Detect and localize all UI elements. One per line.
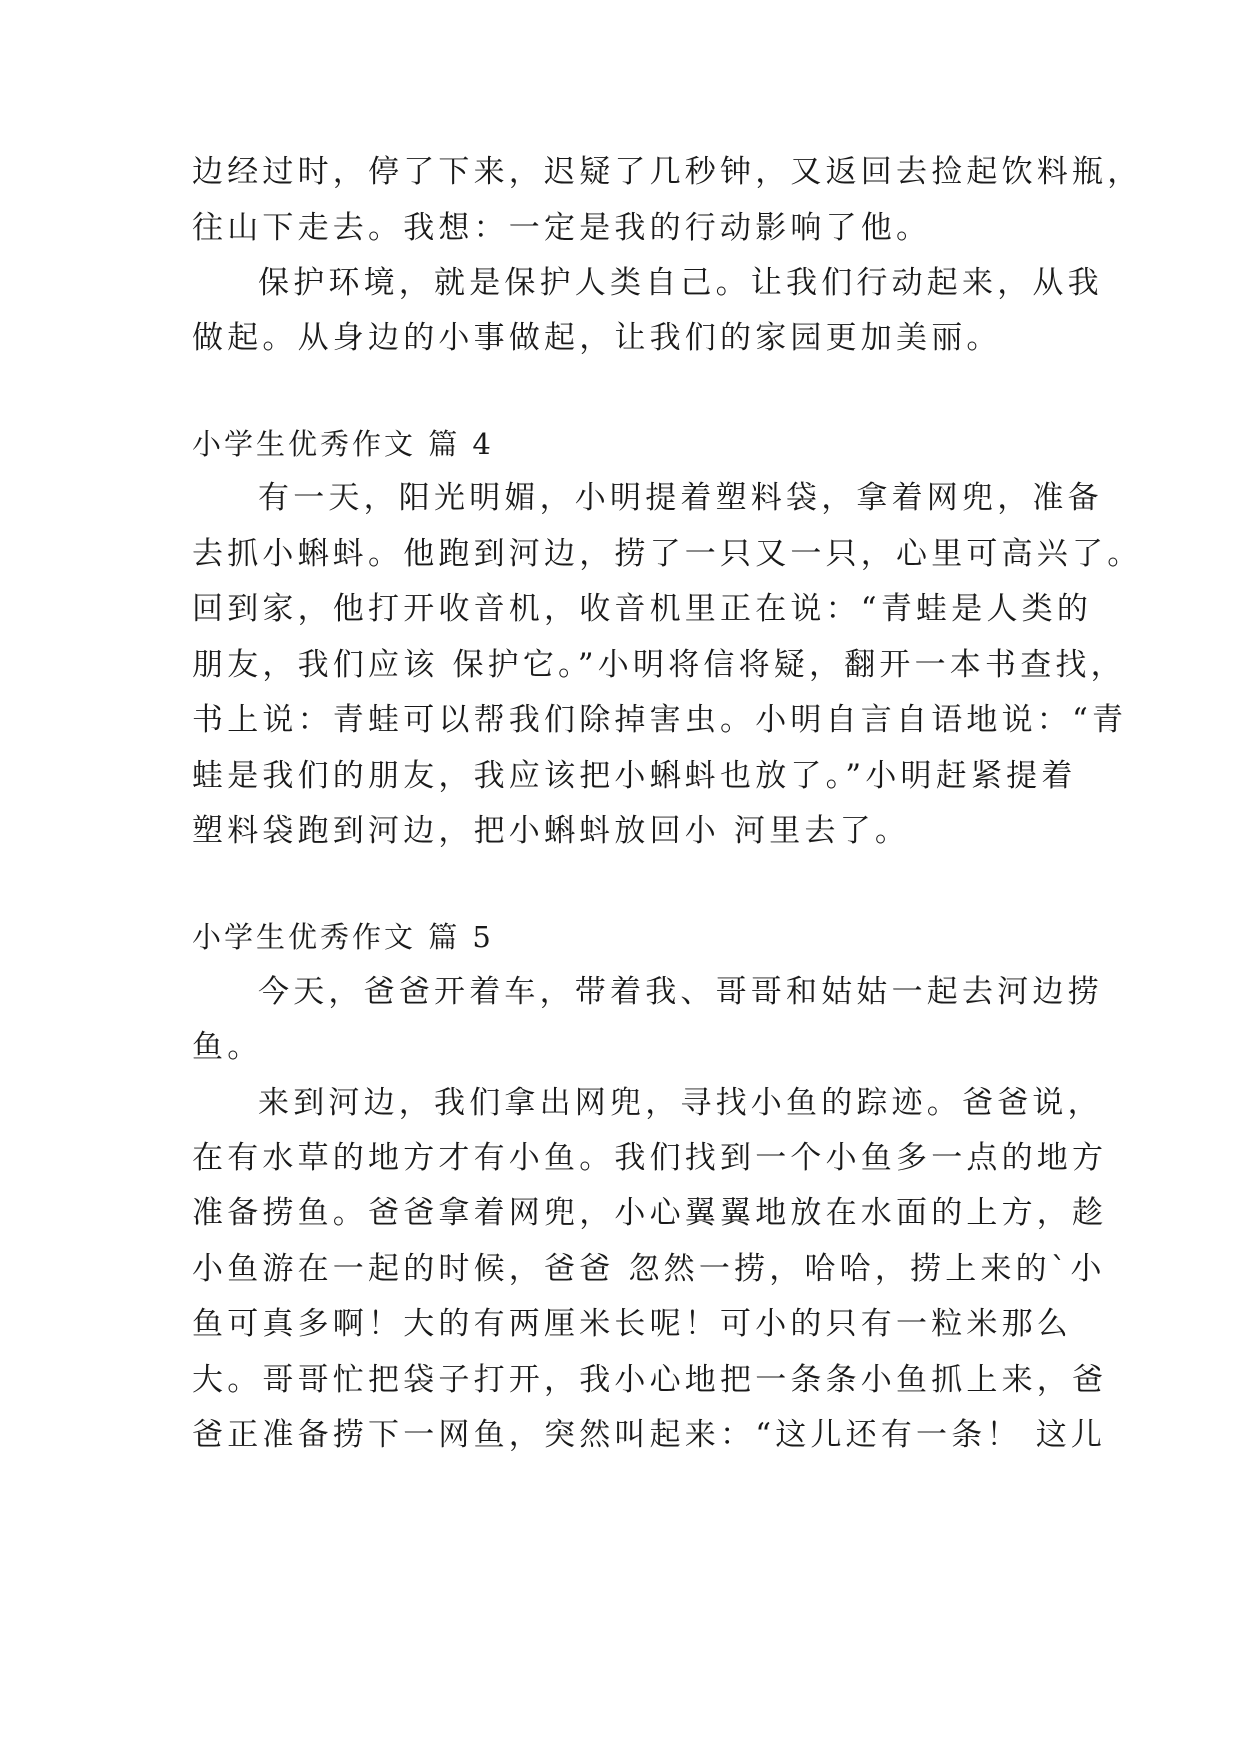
text-line: 保护环境，就是保护人类自己。让我们行动起来，从我 bbox=[258, 265, 1103, 301]
text-line: 准备捞鱼。爸爸拿着网兜，小心翼翼地放在水面的上方，趁 bbox=[192, 1195, 1108, 1231]
text-line: 有一天，阳光明媚，小明提着塑料袋，拿着网兜，准备 bbox=[258, 480, 1103, 516]
section-heading: 小学生优秀作文 篇 4 bbox=[192, 427, 494, 461]
text-line: 书上说：青蛙可以帮我们除掉害虫。小明自言自语地说：“青 bbox=[192, 702, 1128, 738]
text-line: 在有水草的地方才有小鱼。我们找到一个小鱼多一点的地方 bbox=[192, 1140, 1108, 1176]
text-line: 朋友，我们应该 保护它。”小明将信将疑，翻开一本书查找， bbox=[192, 647, 1126, 683]
text-line: 去抓小蝌蚪。他跑到河边，捞了一只又一只，心里可高兴了。 bbox=[192, 536, 1143, 572]
text-line: 做起。从身边的小事做起，让我们的家园更加美丽。 bbox=[192, 320, 1002, 356]
text-line: 今天，爸爸开着车，带着我、哥哥和姑姑一起去河边捞 bbox=[258, 974, 1103, 1010]
text-line: 回到家，他打开收音机，收音机里正在说：“青蛙是人类的 bbox=[192, 591, 1093, 627]
text-line: 边经过时，停了下来，迟疑了几秒钟，又返回去捡起饮料瓶， bbox=[192, 154, 1143, 190]
text-line: 蛙是我们的朋友，我应该把小蝌蚪也放了。”小明赶紧提着 bbox=[192, 758, 1077, 794]
text-line: 塑料袋跑到河边，把小蝌蚪放回小 河里去了。 bbox=[192, 813, 911, 849]
text-line: 来到河边，我们拿出网兜，寻找小鱼的踪迹。爸爸说， bbox=[258, 1085, 1103, 1121]
section-heading: 小学生优秀作文 篇 5 bbox=[192, 920, 494, 954]
text-line: 大。哥哥忙把袋子打开，我小心地把一条条小鱼抓上来，爸 bbox=[192, 1362, 1108, 1398]
text-line: 爸正准备捞下一网鱼，突然叫起来：“这儿还有一条！ 这儿 bbox=[192, 1417, 1107, 1453]
text-line: 往山下走去。我想：一定是我的行动影响了他。 bbox=[192, 210, 932, 246]
text-line: 鱼可真多啊！大的有两厘米长呢！可小的只有一粒米那么 bbox=[192, 1306, 1072, 1342]
text-line: 鱼。 bbox=[192, 1029, 263, 1065]
text-line: 小鱼游在一起的时候，爸爸 忽然一捞，哈哈，捞上来的`小 bbox=[192, 1251, 1106, 1287]
